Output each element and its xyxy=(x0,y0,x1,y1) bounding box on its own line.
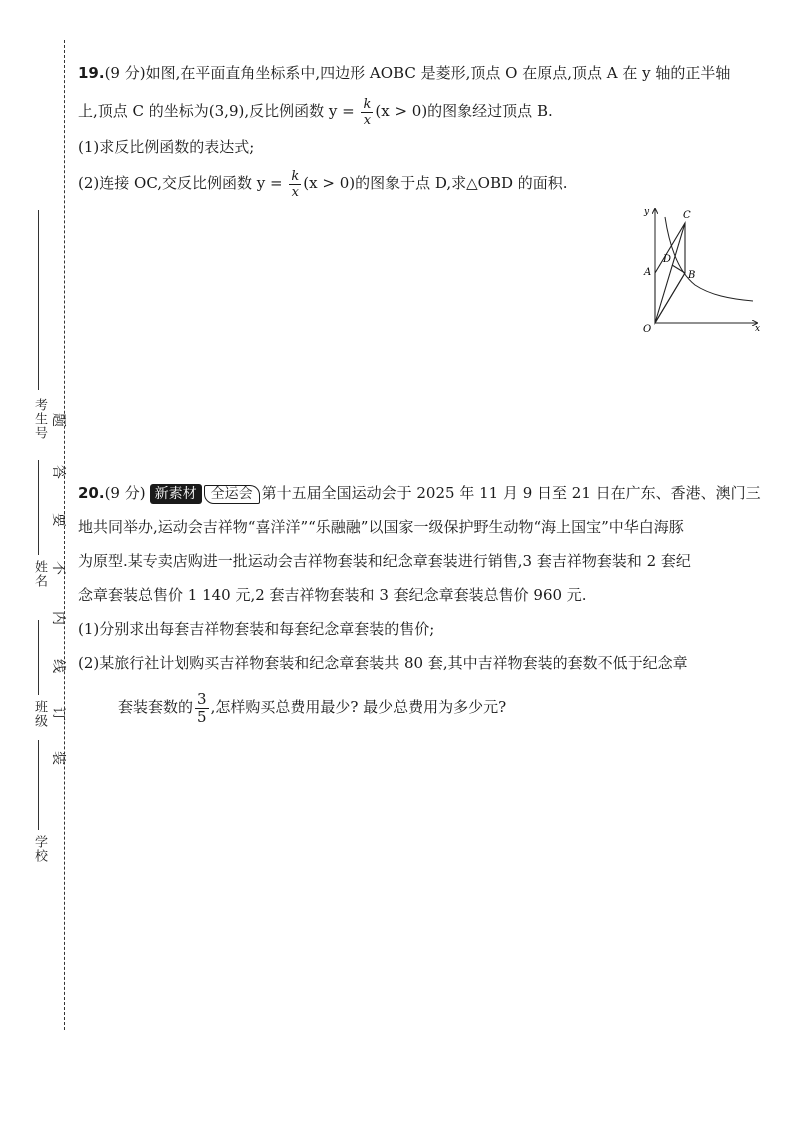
name-label: 姓名 xyxy=(32,560,47,588)
exam-no-underline xyxy=(38,210,39,390)
q19-text-a: 如图,在平面直角坐标系中,四边形 AOBC 是菱形,顶点 O 在原点,顶点 A 在 y 轴的正半轴 xyxy=(145,64,731,82)
question-20 xyxy=(78,476,768,725)
q20-line-1 xyxy=(78,476,768,510)
q19-line-2 xyxy=(78,94,768,128)
q19-part-1: (1)求反比例函数的表达式; xyxy=(78,138,255,156)
binding-dashed-line xyxy=(64,40,65,1030)
seal-char: 装 xyxy=(50,751,66,765)
fig-label-d: D xyxy=(663,254,672,265)
q19-score: (9 分) xyxy=(104,64,146,82)
q19-line-1 xyxy=(78,56,768,90)
q19-frac2-den: x xyxy=(291,184,299,200)
question-19 xyxy=(78,56,768,200)
q19-number: 19. xyxy=(78,64,105,82)
class-label: 班级 xyxy=(32,700,47,728)
fig-label-y: y xyxy=(644,207,650,217)
seal-char: 线 xyxy=(50,659,66,673)
fig-label-x: x xyxy=(755,324,761,334)
q19-frac-num: k xyxy=(363,96,372,112)
fig-label-c: C xyxy=(683,210,691,221)
segment-bd xyxy=(672,265,685,273)
q19-figure xyxy=(635,205,765,335)
national-games-badge: 全运会 xyxy=(204,485,260,504)
q19-text-b2: (x > 0)的图象经过顶点 B. xyxy=(375,102,553,120)
seal-char: 题 xyxy=(50,413,66,427)
class-underline xyxy=(38,620,39,695)
q20-text-line-2: 地共同举办,运动会吉祥物“喜洋洋”“乐融融”以国家一级保护野生动物“海上国宝”中华白海豚 xyxy=(78,518,684,536)
name-underline xyxy=(38,460,39,555)
q20-part-1: (1)分别求出每套吉祥物套装和每套纪念章套装的售价; xyxy=(78,620,435,638)
q20-number: 20. xyxy=(78,484,105,502)
q20-text-line-3: 为原型.某专卖店购进一批运动会吉祥物套装和纪念章套装进行销售,3 套吉祥物套装和 2 套纪 xyxy=(78,552,691,570)
q19-part-2a: (2)连接 OC,交反比例函数 y = xyxy=(78,174,283,192)
q20-fraction xyxy=(195,689,209,726)
q20-text-line-4: 念章套装总售价 1 140 元,2 套吉祥物套装和 3 套纪念章套装总售价 960 元. xyxy=(78,586,587,604)
school-underline xyxy=(38,740,39,830)
fig-label-o: O xyxy=(643,324,652,335)
q20-frac-num: 3 xyxy=(197,689,207,708)
q19-fraction xyxy=(361,98,373,127)
q20-frac-den: 5 xyxy=(197,707,207,726)
school-label: 学校 xyxy=(32,835,47,863)
q19-part-2b: (x > 0)的图象于点 D,求△OBD 的面积. xyxy=(303,174,568,192)
q20-part-2b: 套装套数的 xyxy=(118,698,194,716)
segment-oc xyxy=(655,223,685,323)
q19-fraction-2 xyxy=(289,170,301,199)
q20-part-2c: ,怎样购买总费用最少? 最少总费用为多少元? xyxy=(210,698,507,716)
q20-part-2a: (2)某旅行社计划购买吉祥物套装和纪念章套装共 80 套,其中吉祥物套装的套数不低于纪念章 xyxy=(78,654,688,672)
q20-score: (9 分) xyxy=(104,484,146,502)
q20-part-2-continuation xyxy=(78,690,768,725)
q20-text-line-1: 第十五届全国运动会于 2025 年 11 月 9 日至 21 日在广东、香港、澳门三 xyxy=(261,484,761,502)
fig-label-b: B xyxy=(688,270,696,281)
seal-char: 答 xyxy=(50,465,66,479)
q19-line-part-2 xyxy=(78,166,768,200)
hyperbola-curve xyxy=(665,217,753,301)
new-material-badge: 新素材 xyxy=(150,484,202,504)
seal-char: 订 xyxy=(50,707,66,721)
seal-char: 不 xyxy=(50,561,66,575)
seal-char: 要 xyxy=(50,513,66,527)
seal-char: 内 xyxy=(50,611,66,625)
fig-label-a: A xyxy=(644,267,652,278)
q19-frac2-num: k xyxy=(291,168,300,184)
q19-frac-den: x xyxy=(363,112,372,128)
q19-text-b1: 上,顶点 C 的坐标为(3,9),反比例函数 y = xyxy=(78,102,355,120)
segment-ob xyxy=(655,273,685,323)
exam-no-label: 考生号 xyxy=(32,398,47,440)
